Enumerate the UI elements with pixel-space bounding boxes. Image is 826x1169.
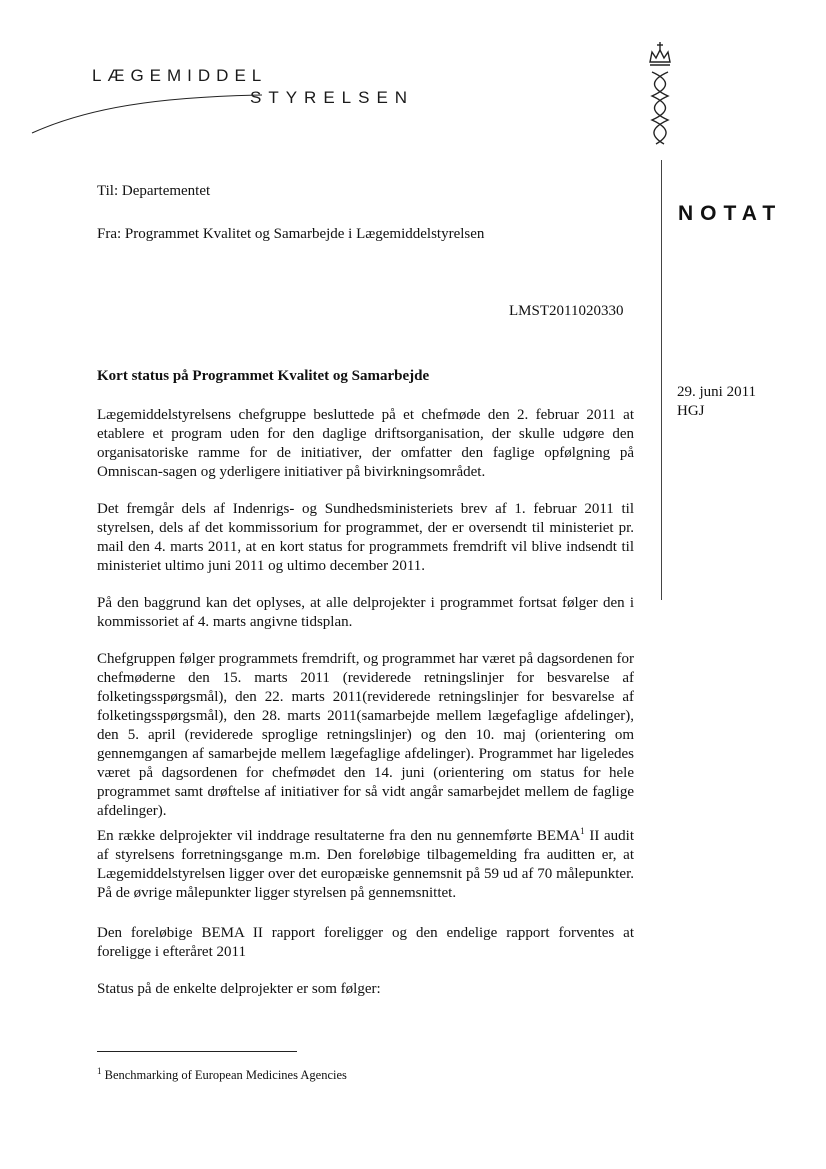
paragraph-5-end: II audit af styrelsens forretningsgange m.m. Den foreløbige tilbagemelding fra auditten er, at Lægemiddelstyrelsen ligger over det europæiske gennemsnit på 59 ud af 70 målepunkter. På de øvrige målepunkter ligger styrelsen på gennemsnittet. bbox=[97, 828, 634, 901]
document-reference: LMST2011020330 bbox=[509, 303, 624, 319]
paragraph-1: Lægemiddelstyrelsens chefgruppe besluttede på et chefmøde den 2. februar 2011 at etablere et program uden for den daglige driftsorganisation, der skulle udgøre den organisatoriske ramme for de initiativer, der omfatter den faglige opfølgning på Omniscan-sagen og yderligere initiativer på bivirkningsområdet. bbox=[97, 407, 634, 480]
recipient: Til: Departementet bbox=[97, 183, 211, 199]
paragraph-5 bbox=[97, 822, 634, 903]
footnote-text: Benchmarking of European Medicines Agencies bbox=[104, 1068, 347, 1083]
author-initials: HGJ bbox=[677, 403, 705, 419]
document-type: NOTAT bbox=[678, 202, 783, 225]
document-title: Kort status på Programmet Kvalitet og Samarbejde bbox=[97, 368, 430, 384]
paragraph-6: Den foreløbige BEMA II rapport foreligger og den endelige rapport forventes at foreligge i efteråret 2011 bbox=[97, 925, 634, 960]
paragraph-3: På den baggrund kan det oplyses, at alle delprojekter i programmet fortsat følger den i kommissoriet af 4. marts angivne tidsplan. bbox=[97, 595, 634, 630]
footnote-divider bbox=[97, 1051, 297, 1052]
footnote bbox=[97, 1066, 347, 1083]
crown-dna-emblem-icon bbox=[642, 40, 674, 160]
paragraph-7: Status på de enkelte delprojekter er som følger: bbox=[97, 981, 381, 997]
sender: Fra: Programmet Kvalitet og Samarbejde i Lægemiddelstyrelsen bbox=[97, 226, 485, 242]
paragraph-2: Det fremgår dels af Indenrigs- og Sundhedsministeriets brev af 1. februar 2011 til styrelsen, dels af det kommissorium for programmet, der er oversendt til ministeriet pr. mail den 4. marts 2011, at en kort status for programmets fremdrift vil blive indsendt til ministeriet ultimo juni 2011 og ultimo december 2011. bbox=[97, 501, 634, 574]
document-date: 29. juni 2011 bbox=[677, 384, 757, 400]
footnote-reference: 1 bbox=[580, 826, 585, 836]
paragraph-5-start: En række delprojekter vil inddrage resultaterne fra den nu gennemførte BEMA bbox=[97, 828, 581, 844]
logo-line-1: LÆGEMIDDEL bbox=[92, 66, 268, 85]
footnote-marker: 1 bbox=[97, 1066, 102, 1076]
logo-line-2: STYRELSEN bbox=[250, 88, 415, 107]
margin-divider bbox=[661, 160, 662, 600]
paragraph-4: Chefgruppen følger programmets fremdrift, og programmet har været på dagsordenen for chefmøderne den 15. marts 2011 (reviderede retningslinjer for besvarelse af folketingsspørgsmål), den 22. marts 2011(reviderede retningslinjer for besvarelse af folketingsspørgsmål), den 28. marts 2011(samarbejde mellem lægefaglige afdelinger), den 5. april (reviderede sproglige retningslinjer) og den 10. maj (orientering om gennemgangen af samarbejde mellem lægefaglige afdelinger). Programmet har ligeledes været på dagsordenen for chefmødet den 14. juni (orientering om status for hele programmet samt drøftelse af initiativer for så vidt angår samarbejdet mellem de faglige afdelinger). bbox=[97, 651, 634, 819]
logo-swoosh-icon bbox=[30, 85, 270, 145]
